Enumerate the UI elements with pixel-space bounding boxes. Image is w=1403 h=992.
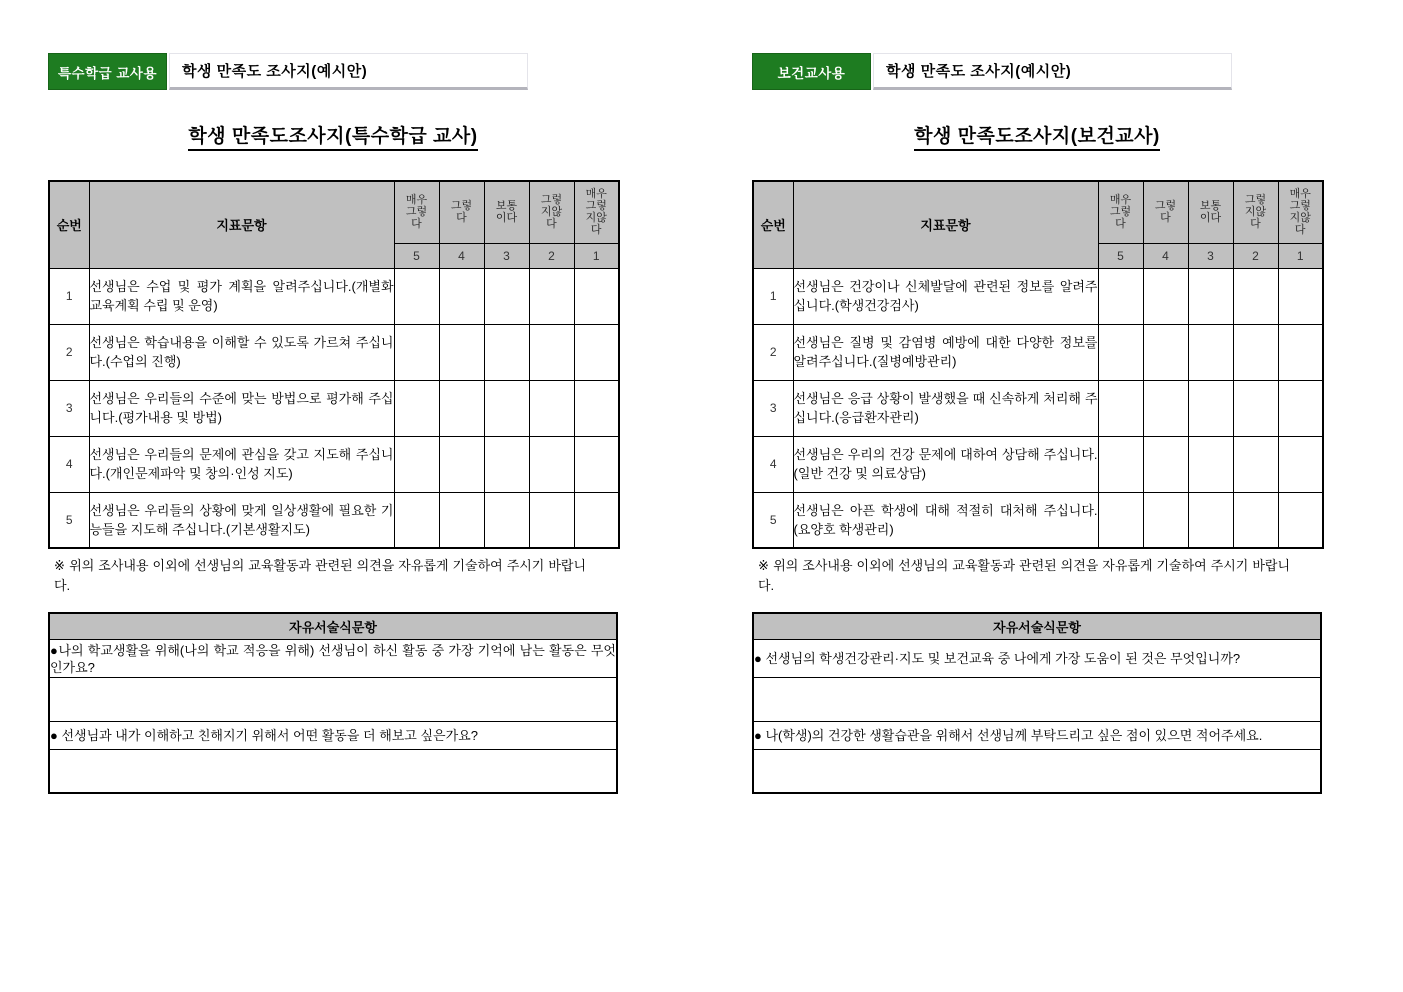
- rating-header: 매우그렇지않다: [1278, 181, 1323, 243]
- rating-cell[interactable]: [394, 268, 439, 324]
- question-text: 선생님은 수업 및 평가 계획을 알려주십니다.(개별화 교육계획 수립 및 운영): [89, 268, 394, 324]
- question-text: 선생님은 건강이나 신체발달에 관련된 정보를 알려주십니다.(학생건강검사): [793, 268, 1098, 324]
- rating-value: 3: [484, 243, 529, 268]
- rating-cell[interactable]: [484, 380, 529, 436]
- rating-cell[interactable]: [1188, 492, 1233, 548]
- rating-cell[interactable]: [529, 492, 574, 548]
- row-number: 3: [49, 380, 89, 436]
- question-text: 선생님은 아픈 학생에 대해 적절히 대처해 주십니다.(요양호 학생관리): [793, 492, 1098, 548]
- col-header-number: 순번: [753, 181, 793, 268]
- free-question: ●나의 학교생활을 위해(나의 학교 적응을 위해) 선생님이 하신 활동 중 가장 기억에 남는 활동은 무엇인가요?: [49, 640, 617, 678]
- rating-header: 보통이다: [1188, 181, 1233, 243]
- rating-header: 그렇다: [439, 181, 484, 243]
- rating-cell[interactable]: [574, 436, 619, 492]
- free-response-table: [752, 612, 1322, 794]
- answer-box[interactable]: [49, 678, 617, 722]
- row-number: 5: [753, 492, 793, 548]
- free-question: ● 나(학생)의 건강한 생활습관을 위해서 선생님께 부탁드리고 싶은 점이 있으면 적어주세요.: [753, 722, 1321, 750]
- rating-cell[interactable]: [1278, 324, 1323, 380]
- rating-cell[interactable]: [1278, 268, 1323, 324]
- free-question: ● 선생님과 내가 이해하고 친해지기 위해서 어떤 활동을 더 해보고 싶은가요?: [49, 722, 617, 750]
- rating-cell[interactable]: [574, 380, 619, 436]
- rating-cell[interactable]: [1233, 324, 1278, 380]
- audience-badge: 보건교사용: [752, 53, 871, 90]
- rating-cell[interactable]: [1143, 436, 1188, 492]
- answer-box[interactable]: [49, 750, 617, 793]
- row-number: 2: [49, 324, 89, 380]
- rating-cell[interactable]: [439, 436, 484, 492]
- question-text: 선생님은 우리들의 상황에 맞게 일상생활에 필요한 기능들을 지도해 주십니다.(기본생활지도): [89, 492, 394, 548]
- rating-value: 1: [574, 243, 619, 268]
- document-title: 학생 만족도 조사지(예시안): [886, 63, 1072, 80]
- satisfaction-table: [752, 180, 1324, 549]
- rating-cell[interactable]: [394, 492, 439, 548]
- rating-cell[interactable]: [439, 380, 484, 436]
- rating-cell[interactable]: [1233, 380, 1278, 436]
- table-row: [49, 436, 619, 492]
- rating-header: 매우그렇다: [394, 181, 439, 243]
- rating-cell[interactable]: [394, 436, 439, 492]
- question-text: 선생님은 우리의 건강 문제에 대하여 상담해 주십니다.(일반 건강 및 의료상담): [793, 436, 1098, 492]
- row-number: 1: [753, 268, 793, 324]
- question-text: 선생님은 우리들의 문제에 관심을 갖고 지도해 주십니다.(개인문제파악 및 창의·인성 지도): [89, 436, 394, 492]
- rating-cell[interactable]: [529, 436, 574, 492]
- question-text: 선생님은 질병 및 감염병 예방에 대한 다양한 정보를 알려주십니다.(질병예방관리): [793, 324, 1098, 380]
- row-number: 1: [49, 268, 89, 324]
- table-row: [753, 492, 1323, 548]
- document-title-box: [169, 53, 528, 90]
- rating-cell[interactable]: [1233, 268, 1278, 324]
- document-title-box: [873, 53, 1232, 90]
- table-row: [49, 324, 619, 380]
- row-number: 5: [49, 492, 89, 548]
- rating-cell[interactable]: [394, 324, 439, 380]
- rating-cell[interactable]: [574, 268, 619, 324]
- free-response-table: [48, 612, 618, 794]
- rating-cell[interactable]: [529, 324, 574, 380]
- row-number: 4: [753, 436, 793, 492]
- rating-header: 그렇다: [1143, 181, 1188, 243]
- satisfaction-table: [48, 180, 620, 549]
- rating-value: 4: [1143, 243, 1188, 268]
- table-row: [49, 492, 619, 548]
- table-row: [49, 268, 619, 324]
- rating-cell[interactable]: [1188, 324, 1233, 380]
- free-response-header: 자유서술식문항: [49, 613, 617, 640]
- rating-cell[interactable]: [1233, 436, 1278, 492]
- rating-cell[interactable]: [1278, 492, 1323, 548]
- row-number: 2: [753, 324, 793, 380]
- rating-cell[interactable]: [1188, 436, 1233, 492]
- rating-cell[interactable]: [1098, 436, 1143, 492]
- rating-cell[interactable]: [529, 268, 574, 324]
- rating-cell[interactable]: [1098, 380, 1143, 436]
- rating-cell[interactable]: [1233, 492, 1278, 548]
- rating-cell[interactable]: [1143, 324, 1188, 380]
- document-header: [752, 53, 1232, 90]
- answer-box[interactable]: [753, 750, 1321, 793]
- rating-value: 3: [1188, 243, 1233, 268]
- rating-header: 매우그렇다: [1098, 181, 1143, 243]
- col-header-question: 지표문항: [793, 181, 1098, 268]
- rating-cell[interactable]: [439, 268, 484, 324]
- survey-title: 학생 만족도조사지(보건교사): [752, 121, 1322, 148]
- col-header-question: 지표문항: [89, 181, 394, 268]
- survey-title: 학생 만족도조사지(특수학급 교사): [48, 121, 618, 148]
- document-header: [48, 53, 528, 90]
- rating-cell[interactable]: [1188, 268, 1233, 324]
- panel-health-teacher: [752, 0, 1322, 992]
- rating-header: 매우그렇지않다: [574, 181, 619, 243]
- rating-value: 4: [439, 243, 484, 268]
- rating-cell[interactable]: [1098, 324, 1143, 380]
- free-response-header: 자유서술식문항: [753, 613, 1321, 640]
- question-text: 선생님은 학습내용을 이해할 수 있도록 가르쳐 주십니다.(수업의 진행): [89, 324, 394, 380]
- rating-cell[interactable]: [484, 492, 529, 548]
- rating-cell[interactable]: [394, 380, 439, 436]
- table-row: [49, 380, 619, 436]
- note-text: ※ 위의 조사내용 이외에 선생님의 교육활동과 관련된 의견을 자유롭게 기술하여 주시기 바랍니다.: [758, 558, 1290, 593]
- rating-cell[interactable]: [484, 436, 529, 492]
- col-header-number: 순번: [49, 181, 89, 268]
- rating-value: 5: [394, 243, 439, 268]
- rating-cell[interactable]: [1098, 268, 1143, 324]
- table-row: [753, 268, 1323, 324]
- rating-cell[interactable]: [439, 324, 484, 380]
- audience-badge: 특수학급 교사용: [48, 53, 167, 90]
- rating-cell[interactable]: [574, 324, 619, 380]
- rating-cell[interactable]: [484, 268, 529, 324]
- rating-cell[interactable]: [1098, 492, 1143, 548]
- question-text: 선생님은 응급 상황이 발생했을 때 신속하게 처리해 주십니다.(응급환자관리): [793, 380, 1098, 436]
- rating-cell[interactable]: [484, 324, 529, 380]
- rating-cell[interactable]: [529, 380, 574, 436]
- question-text: 선생님은 우리들의 수준에 맞는 방법으로 평가해 주십니다.(평가내용 및 방법): [89, 380, 394, 436]
- table-row: [753, 324, 1323, 380]
- rating-value: 5: [1098, 243, 1143, 268]
- answer-box[interactable]: [753, 678, 1321, 722]
- row-number: 3: [753, 380, 793, 436]
- document-title: 학생 만족도 조사지(예시안): [182, 63, 368, 80]
- rating-cell[interactable]: [1278, 380, 1323, 436]
- table-row: [753, 436, 1323, 492]
- note-text: ※ 위의 조사내용 이외에 선생님의 교육활동과 관련된 의견을 자유롭게 기술하여 주시기 바랍니다.: [54, 558, 586, 593]
- row-number: 4: [49, 436, 89, 492]
- rating-value: 2: [1233, 243, 1278, 268]
- rating-header: 보통이다: [484, 181, 529, 243]
- rating-cell[interactable]: [1188, 380, 1233, 436]
- rating-cell[interactable]: [574, 492, 619, 548]
- table-row: [753, 380, 1323, 436]
- rating-cell[interactable]: [1143, 268, 1188, 324]
- rating-cell[interactable]: [1278, 436, 1323, 492]
- rating-value: 1: [1278, 243, 1323, 268]
- rating-header: 그렇지않다: [529, 181, 574, 243]
- rating-cell[interactable]: [439, 492, 484, 548]
- rating-value: 2: [529, 243, 574, 268]
- rating-header: 그렇지않다: [1233, 181, 1278, 243]
- panel-special-class-teacher: [48, 0, 618, 992]
- rating-cell[interactable]: [1143, 492, 1188, 548]
- rating-cell[interactable]: [1143, 380, 1188, 436]
- free-question: ● 선생님의 학생건강관리·지도 및 보건교육 중 나에게 가장 도움이 된 것은 무엇입니까?: [753, 640, 1321, 678]
